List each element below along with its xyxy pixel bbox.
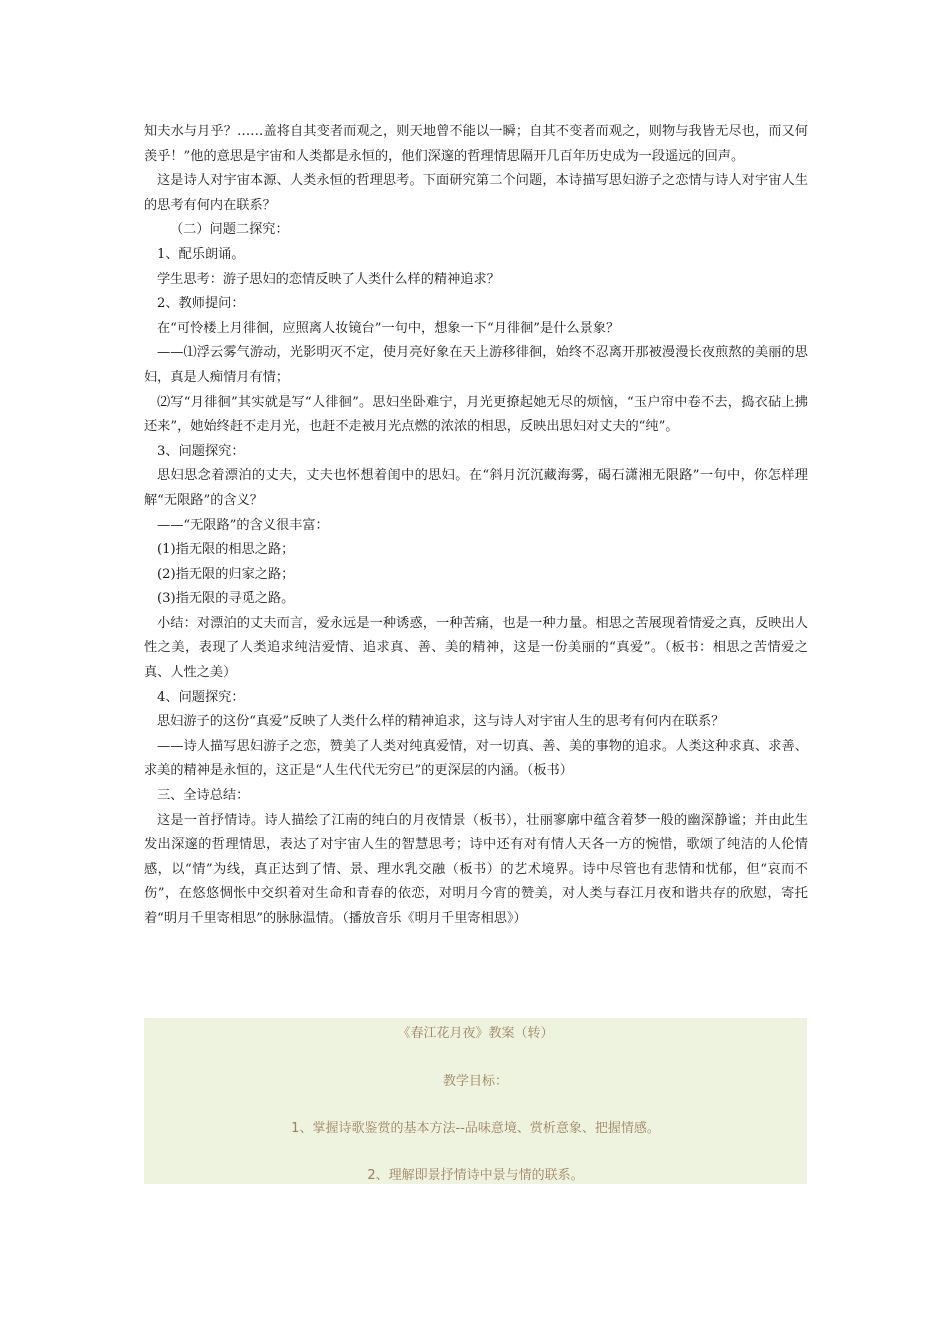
step-heading: 2、教师提问： [157,296,245,312]
document-body [144,120,808,932]
section-heading: 三、全诗总结： [157,788,250,804]
paragraph: ——⑴浮云雾气游动，光影明灭不定，使月亮好象在天上游移徘徊，始终不忍离开那被漫漫长夜煎熬的美丽的思妇，真是人痴情月有情； [144,345,808,385]
list-item: (2)指无限的归家之路； [157,566,295,582]
section-heading: （二）问题二探究： [170,222,289,238]
step-heading: 4、问题探究： [157,689,245,705]
step-heading: 1、配乐朗诵。 [157,246,245,262]
paragraph: 思妇游子的这份“真爱”反映了人类什么样的精神追求，这与诗人对宇宙人生的思考有何内在联系？ [157,714,725,730]
box-goal-1: 1、掌握诗歌鉴赏的基本方法--品味意境、赏析意象、把握情感。 [291,1121,660,1136]
paragraph: 这是诗人对宇宙本源、人类永恒的哲理思考。下面研究第二个问题，本诗描写思妇游子之恋情与诗人对宇宙人生的思考有何内在联系？ [144,173,808,213]
paragraph: 学生思考：游子思妇的恋情反映了人类什么样的精神追求？ [157,271,500,287]
box-goal-2: 2、理解即景抒情诗中景与情的联系。 [367,1168,584,1183]
box-subtitle: 教学目标： [442,1074,508,1089]
step-heading: 3、问题探究： [157,443,245,459]
paragraph: 在“可怜楼上月徘徊，应照离人妆镜台”一句中，想象一下“月徘徊”是什么景象？ [157,320,620,336]
summary-paragraph: 小结：对漂泊的丈夫而言，爱永远是一种诱惑，一种苦痛，也是一种力量。相思之苦展现着情爱之真，反映出人性之美，表现了人类追求纯洁爱情、追求真、善、美的精神，这是一份美丽的“真爱”。（板书：相思之苦情爱之真、人性之美） [144,615,808,681]
paragraph: 知夫水与月乎？……盖将自其变者而观之，则天地曾不能以一瞬；自其不变者而观之，则物与我皆无尽也，而又何羡乎！”他的意思是宇宙和人类都是永恒的，他们深邃的哲理情思隔开几百年历史成为一段遥远的回声。 [144,124,808,164]
paragraph: ——“无限路”的含义很丰富： [157,517,329,533]
paragraph: ——诗人描写思妇游子之恋，赞美了人类对纯真爱情，对一切真、善、美的事物的追求。人类这种求真、求善、求美的精神是永恒的，这正是“人生代代无穷已”的更深层的内涵。（板书） [144,738,808,779]
box-title: 《春江花月夜》教案（转） [397,1026,554,1041]
paragraph: ⑵写“月徘徊”其实就是写“人徘徊”。思妇坐卧难宁，月光更撩起她无尽的烦恼，“玉户帘中卷不去，捣衣砧上拂还来”，她始终赶不走月光，也赶不走被月光点燃的浓浓的相思，反映出思妇对丈夫的“纯”。 [144,394,808,435]
list-item: (3)指无限的寻觅之路。 [157,591,295,607]
conclusion-paragraph: 这是一首抒情诗。诗人描绘了江南的纯白的月夜情景（板书），壮丽寥廓中蕴含着梦一般的幽深静谧；并由此生发出深邃的哲理情思，表达了对宇宙人生的智慧思考；诗中还有对有情人天各一方的惋惜，歌颂了纯洁的人伦情感，以“情”为线，真正达到了情、景、理水乳交融（板书）的艺术境界。诗中尽管也有悲情和忧郁，但“哀而不伤”，在悠悠惆怅中交织着对生命和青春的依恋，对明月今宵的赞美，对人类与春江月夜和谐共存的欣慰，寄托着“明月千里寄相思”的脉脉温情。（播放音乐《明月千里寄相思》） [144,812,808,926]
lesson-plan-box [144,1018,807,1184]
list-item: (1)指无限的相思之路； [157,542,295,558]
paragraph: 思妇思念着漂泊的丈夫，丈夫也怀想着闺中的思妇。在“斜月沉沉藏海雾，碣石潇湘无限路”一句中，你怎样理解“无限路”的含义？ [144,468,808,508]
